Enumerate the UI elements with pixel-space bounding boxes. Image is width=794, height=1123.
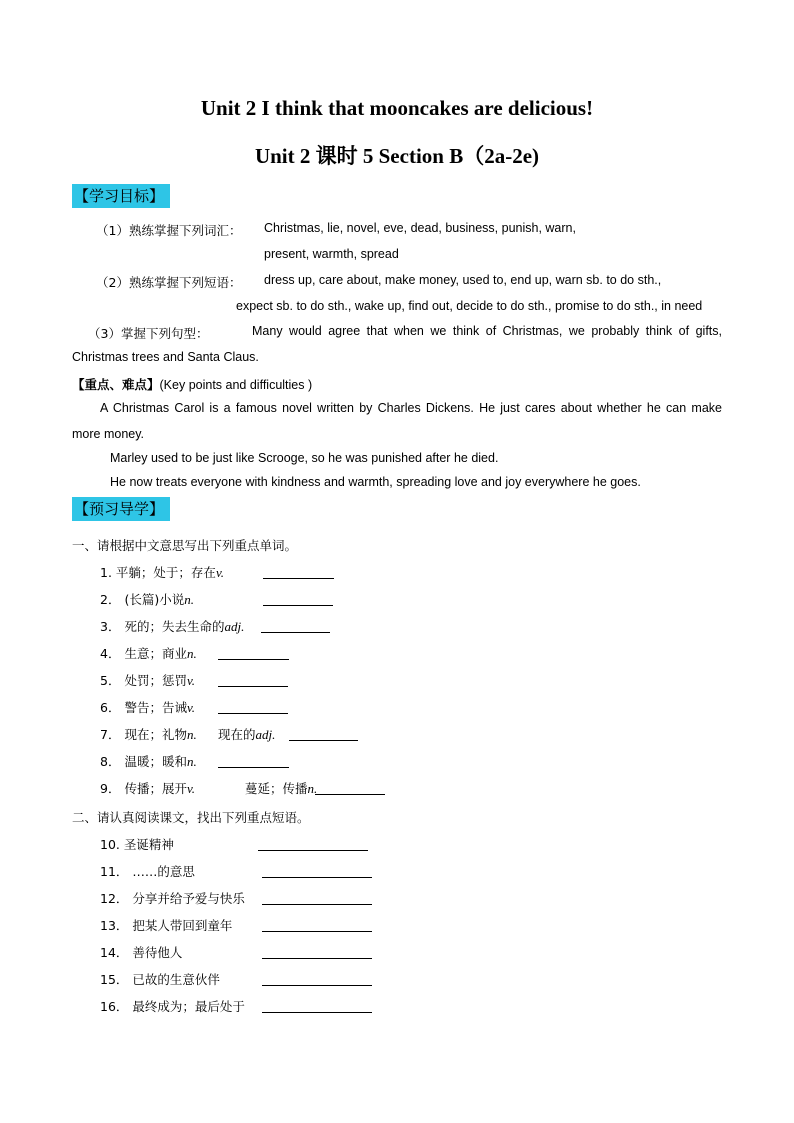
key-points-label-en: (Key points and difficulties ) <box>159 378 313 392</box>
word-part-of-speech-second: n. <box>307 781 318 796</box>
section-2-heading: 二、请认真阅读课文，找出下列重点短语。 <box>72 810 310 825</box>
phrase-item <box>100 916 232 934</box>
answer-blank[interactable] <box>262 930 372 932</box>
phrase-number: 10. <box>100 837 120 852</box>
word-item <box>100 563 224 581</box>
objective-2-phrases-cont: expect sb. to do sth., wake up, find out, decide to do sth., promise to do sth., in need <box>236 299 703 313</box>
word-meaning: 温暖；暖和 <box>124 754 187 769</box>
key-point-1-cont: more money. <box>72 427 145 441</box>
unit-title: Unit 2 I think that mooncakes are delicious! <box>200 96 594 120</box>
word-part-of-speech: n. <box>186 646 197 661</box>
phrase-meaning: 把某人带回到童年 <box>132 918 233 933</box>
word-number: 8． <box>100 754 121 769</box>
word-meaning-second: 现在的 <box>218 727 256 742</box>
phrase-meaning: 分享并给予爱与快乐 <box>132 891 245 906</box>
phrase-meaning: ……的意思 <box>132 864 195 879</box>
key-point-1: A Christmas Carol is a famous novel written by Charles Dickens. He just cares about whether he can make <box>100 401 722 415</box>
word-item <box>100 752 197 770</box>
phrase-number: 12． <box>100 891 129 906</box>
word-item <box>100 725 197 743</box>
answer-blank[interactable] <box>218 712 288 714</box>
objective-1-words-cont: present, warmth, spread <box>264 247 399 261</box>
objective-3-sentence: Many would agree that when we think of Christmas, we probably think of gifts, <box>252 324 722 338</box>
section-1-heading: 一、请根据中文意思写出下列重点单词。 <box>72 538 298 553</box>
word-item-second <box>245 779 317 797</box>
phrase-meaning: 最终成为；最后处于 <box>132 999 245 1014</box>
phrase-meaning: 已故的生意伙伴 <box>132 972 220 987</box>
word-meaning: 死的；失去生命的 <box>124 619 225 634</box>
phrase-item <box>100 889 245 907</box>
objective-3-sentence-cont: Christmas trees and Santa Claus. <box>72 350 259 364</box>
word-part-of-speech-second: adj. <box>255 727 276 742</box>
answer-blank[interactable] <box>262 876 372 878</box>
word-number: 1. <box>100 565 112 580</box>
phrase-item <box>100 997 245 1015</box>
word-number: 9． <box>100 781 121 796</box>
word-number: 2． <box>100 592 121 607</box>
answer-blank[interactable] <box>262 1011 372 1013</box>
answer-blank[interactable] <box>218 766 289 768</box>
word-part-of-speech: adj. <box>224 619 245 634</box>
phrase-item <box>100 970 220 988</box>
word-meaning: 处罚；惩罚 <box>124 673 187 688</box>
phrase-number: 14． <box>100 945 129 960</box>
objective-3 <box>88 324 208 342</box>
answer-blank[interactable] <box>263 604 333 606</box>
answer-blank[interactable] <box>262 903 372 905</box>
word-meaning-second: 蔓延；传播 <box>245 781 308 796</box>
word-item-second <box>218 725 275 743</box>
objective-2-phrases: dress up, care about, make money, used to, end up, warn sb. to do sth., <box>264 273 662 287</box>
preview-tag: 【预习导学】 <box>72 497 170 521</box>
word-item <box>100 779 195 797</box>
answer-blank[interactable] <box>261 631 330 633</box>
objectives-tag: 【学习目标】 <box>72 184 170 208</box>
answer-blank[interactable] <box>263 577 334 579</box>
phrase-number: 11． <box>100 864 129 879</box>
objective-1 <box>96 221 241 239</box>
word-part-of-speech: v. <box>186 673 196 688</box>
key-point-2: Marley used to be just like Scrooge, so he was punished after he died. <box>110 451 499 465</box>
answer-blank[interactable] <box>218 685 288 687</box>
answer-blank[interactable] <box>218 658 289 660</box>
key-point-3: He now treats everyone with kindness and warmth, spreading love and joy everywhere he goes. <box>110 475 641 489</box>
word-part-of-speech: v. <box>215 565 224 580</box>
objective-3-label: （3）掌握下列句型： <box>88 326 209 341</box>
word-part-of-speech: n. <box>184 592 194 607</box>
phrase-item <box>100 943 182 961</box>
objective-1-words: Christmas, lie, novel, eve, dead, business, punish, warn, <box>264 221 576 235</box>
answer-blank[interactable] <box>262 957 372 959</box>
word-number: 7． <box>100 727 121 742</box>
objective-2 <box>96 273 241 291</box>
word-item <box>100 698 195 716</box>
word-meaning: 生意；商业 <box>124 646 187 661</box>
word-number: 4． <box>100 646 121 661</box>
word-item <box>100 617 244 635</box>
phrase-meaning: 圣诞精神 <box>123 837 174 852</box>
phrase-meaning: 善待他人 <box>132 945 183 960</box>
word-meaning: 警告；告诫 <box>124 700 187 715</box>
word-meaning: 传播；展开 <box>124 781 187 796</box>
answer-blank[interactable] <box>289 739 358 741</box>
word-part-of-speech: v. <box>186 781 196 796</box>
phrase-number: 13． <box>100 918 129 933</box>
word-part-of-speech: v. <box>186 700 196 715</box>
key-points-heading <box>72 375 312 393</box>
word-part-of-speech: n. <box>186 754 197 769</box>
phrase-number: 16． <box>100 999 129 1014</box>
key-points-label: 【重点、难点】 <box>72 377 160 392</box>
word-item <box>100 671 195 689</box>
answer-blank[interactable] <box>258 849 368 851</box>
word-number: 5． <box>100 673 121 688</box>
objective-1-label: （1）熟练掌握下列词汇： <box>96 223 242 238</box>
word-meaning: (长篇)小说 <box>124 592 185 607</box>
objective-2-label: （2）熟练掌握下列短语： <box>96 275 242 290</box>
phrase-item <box>100 862 195 880</box>
phrase-number: 15． <box>100 972 129 987</box>
answer-blank[interactable] <box>262 984 372 986</box>
answer-blank[interactable] <box>315 793 385 795</box>
word-part-of-speech: n. <box>186 727 197 742</box>
word-number: 6． <box>100 700 121 715</box>
word-meaning: 现在；礼物 <box>124 727 187 742</box>
phrase-item <box>100 835 174 853</box>
word-meaning: 平躺；处于；存在 <box>115 565 216 580</box>
lesson-title: Unit 2 课时 5 Section B（2a-2e) <box>254 144 540 168</box>
word-item <box>100 590 194 608</box>
word-number: 3． <box>100 619 121 634</box>
word-item <box>100 644 197 662</box>
